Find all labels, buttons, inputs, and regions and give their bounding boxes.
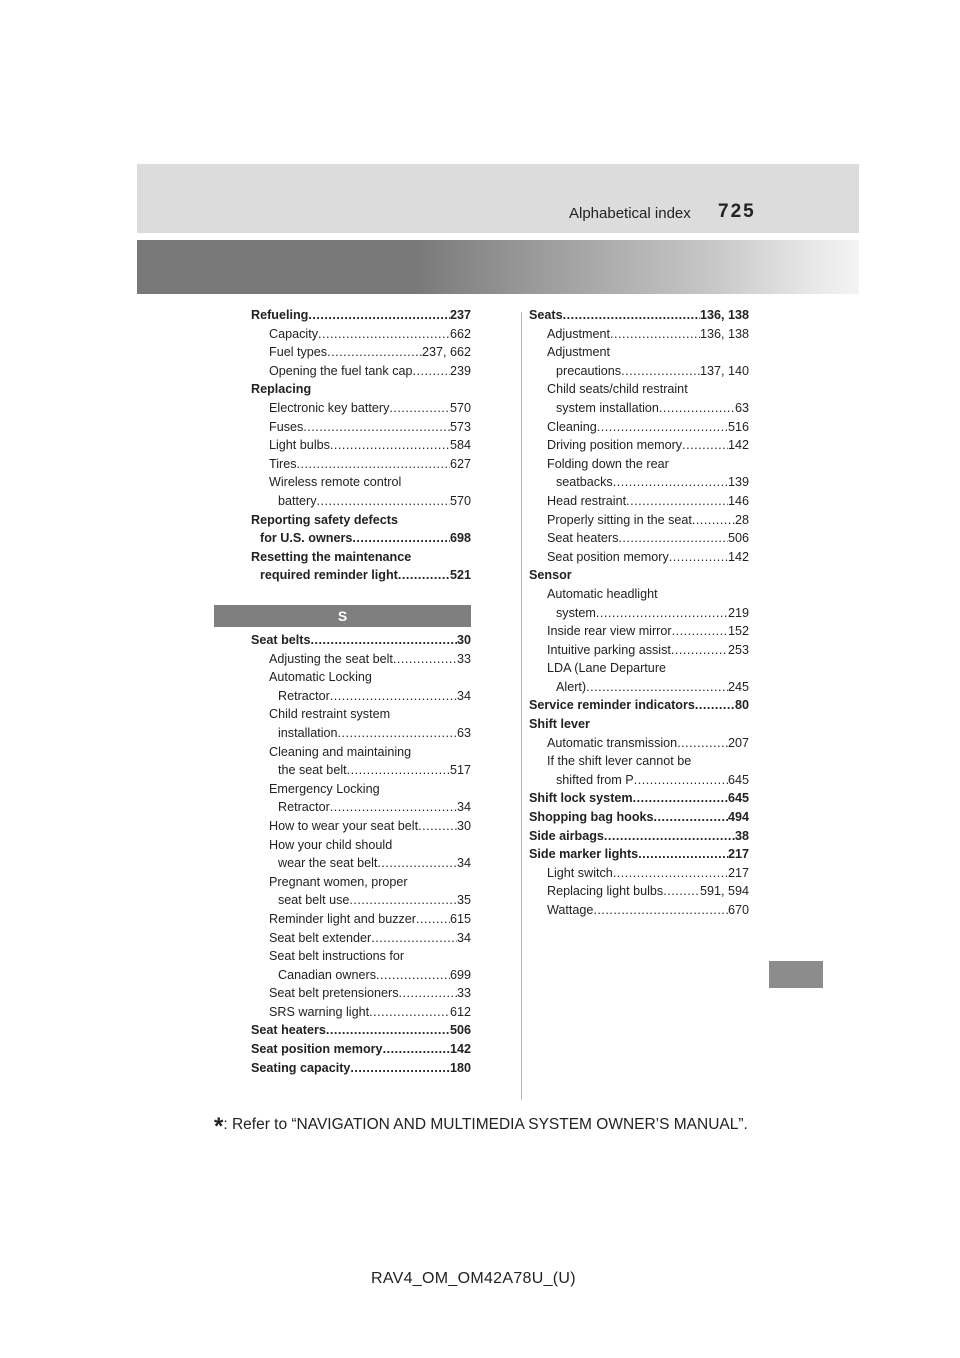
index-term: Sensor (529, 568, 572, 583)
index-entry (251, 1040, 471, 1059)
page-reference: 645 (727, 772, 749, 787)
index-entry (251, 418, 471, 437)
index-term: Shift lock system (529, 791, 633, 806)
index-entry (251, 761, 471, 780)
footnote-marker: * (214, 1113, 224, 1140)
index-entry (251, 984, 471, 1003)
page-reference: 142 (727, 549, 749, 564)
index-entry (529, 492, 749, 511)
index-entry (529, 845, 749, 864)
dot-leader (352, 529, 450, 548)
index-term: battery (278, 493, 317, 508)
index-entry (251, 325, 471, 344)
page-reference: 239 (449, 363, 471, 378)
page-reference: 573 (449, 419, 471, 434)
page-reference: 506 (727, 531, 749, 546)
index-entry (251, 798, 471, 817)
dot-leader (398, 566, 450, 585)
index-term: system (556, 605, 596, 620)
index-heading (529, 585, 749, 604)
index-entry (251, 343, 471, 362)
index-term: Shopping bag hooks (529, 810, 654, 825)
dot-leader (371, 929, 457, 948)
index-term: Reporting safety defects (251, 512, 398, 527)
dot-leader (597, 418, 728, 437)
footnote (214, 1113, 748, 1141)
index-heading (251, 873, 471, 892)
page-reference: 219 (727, 605, 749, 620)
dot-leader (634, 771, 728, 790)
index-entry (251, 966, 471, 985)
index-entry (529, 436, 749, 455)
page-reference: 34 (456, 688, 471, 703)
dot-leader (618, 529, 728, 548)
index-entry (529, 473, 749, 492)
index-entry (529, 771, 749, 790)
index-term: Light switch (547, 865, 613, 880)
index-column-right (529, 306, 749, 920)
dot-leader (308, 306, 450, 325)
index-entry (251, 817, 471, 836)
index-entry (529, 511, 749, 530)
dot-leader (330, 798, 457, 817)
page-reference: 33 (456, 651, 471, 666)
dot-leader (626, 492, 728, 511)
dot-leader (383, 1040, 450, 1059)
dot-leader (621, 362, 700, 381)
dot-leader (671, 641, 728, 660)
index-entry (529, 622, 749, 641)
dot-leader (338, 724, 457, 743)
page-reference: 137, 140 (699, 363, 749, 378)
page-reference: 253 (727, 642, 749, 657)
page-reference: 38 (734, 828, 749, 843)
index-entry (529, 734, 749, 753)
index-heading (529, 752, 749, 771)
page-reference: 245 (727, 679, 749, 694)
dot-leader (659, 399, 735, 418)
index-term: Canadian owners (278, 967, 377, 982)
page-reference: 217 (727, 847, 749, 862)
dot-leader (303, 418, 450, 437)
dot-leader (418, 817, 457, 836)
index-term: Adjusting the seat belt (269, 651, 393, 666)
index-term: Fuel types (269, 345, 328, 360)
index-term: Side airbags (529, 828, 604, 843)
dot-leader (563, 306, 700, 325)
dot-leader (669, 548, 728, 567)
index-term: Cleaning (547, 419, 597, 434)
index-entry (529, 548, 749, 567)
index-term: Capacity (269, 326, 318, 341)
index-term: shifted from P (556, 772, 634, 787)
page-reference: 139 (727, 475, 749, 490)
page-reference: 35 (456, 893, 471, 908)
index-entry (529, 678, 749, 697)
index-heading (251, 705, 471, 724)
index-heading (251, 836, 471, 855)
page-reference: 670 (727, 903, 749, 917)
index-entry (529, 789, 749, 808)
dot-leader (327, 343, 422, 362)
index-term: Wattage (547, 903, 594, 917)
index-term: Service reminder indicators (529, 698, 695, 713)
index-entry (529, 399, 749, 418)
index-heading (529, 659, 749, 678)
dot-leader (663, 882, 700, 901)
index-term: Seat position memory (547, 549, 669, 564)
page-reference: 699 (449, 967, 471, 982)
index-entry (251, 399, 471, 418)
page-reference: 63 (456, 725, 471, 740)
dot-leader (347, 761, 450, 780)
dot-leader (399, 984, 457, 1003)
page-reference: 237, 662 (421, 345, 471, 360)
index-term: Retractor (278, 688, 330, 703)
dot-leader (317, 492, 450, 511)
page-reference: 591, 594 (699, 884, 749, 899)
index-entry (251, 1003, 471, 1022)
index-heading (251, 380, 471, 399)
index-entry (529, 696, 749, 715)
page-reference: 33 (456, 986, 471, 1001)
page-reference: 80 (734, 698, 749, 713)
index-term: Seating capacity (251, 1060, 351, 1075)
index-entry (251, 724, 471, 743)
index-term: system installation (556, 400, 659, 415)
index-term: Replacing light bulbs (547, 884, 664, 899)
index-entry (251, 891, 471, 910)
index-heading (251, 511, 471, 530)
dot-leader (326, 1021, 450, 1040)
dot-leader (677, 734, 728, 753)
index-entry (529, 827, 749, 846)
index-term: Seat heaters (251, 1023, 326, 1038)
header-gradient-band (137, 240, 859, 294)
index-term: Child seats/child restraint (547, 382, 688, 397)
index-entry (529, 362, 749, 381)
dot-leader (692, 511, 735, 530)
index-heading (529, 715, 749, 734)
index-term: Reminder light and buzzer (269, 911, 417, 926)
page-reference: 615 (449, 911, 471, 926)
index-term: Tires (269, 456, 297, 471)
index-term: Wireless remote control (269, 475, 402, 490)
manual-code: RAV4_OM_OM42A78U_(U) (371, 1270, 576, 1287)
index-term: Seat position memory (251, 1042, 383, 1057)
index-term: Seat heaters (547, 531, 619, 546)
index-term: Properly sitting in the seat (547, 512, 692, 527)
index-entry (251, 529, 471, 548)
index-term: Intuitive parking assist (547, 642, 671, 657)
dot-leader (297, 455, 450, 474)
index-heading (251, 548, 471, 567)
index-term: installation (278, 725, 338, 740)
dot-leader (416, 910, 450, 929)
index-term: Automatic headlight (547, 586, 658, 601)
page-reference: 237 (449, 308, 471, 322)
index-entry (251, 1021, 471, 1040)
dot-leader (604, 827, 735, 846)
index-entry (529, 641, 749, 660)
page-reference: 63 (734, 400, 749, 415)
side-index-tab (769, 961, 823, 988)
index-entry (529, 418, 749, 437)
index-term: How your child should (269, 837, 393, 852)
index-term: precautions (556, 363, 622, 378)
page-reference: 152 (727, 624, 749, 639)
page-reference: 570 (449, 493, 471, 508)
index-entry (529, 604, 749, 623)
dot-leader (596, 604, 728, 623)
page-reference: 698 (449, 531, 471, 546)
index-heading (251, 668, 471, 687)
index-term: Seat belt extender (269, 930, 372, 945)
page-reference: 136, 138 (699, 326, 749, 341)
index-entry (529, 529, 749, 548)
index-term: If the shift lever cannot be (547, 754, 692, 769)
dot-leader (672, 622, 728, 641)
page-reference: 34 (456, 800, 471, 815)
index-term: Automatic Locking (269, 670, 372, 685)
index-entry (251, 492, 471, 511)
index-term: Seats (529, 308, 563, 322)
header-section-title: Alphabetical index (569, 205, 691, 222)
index-term: Adjustment (547, 345, 610, 360)
index-term: Retractor (278, 800, 330, 815)
index-entry (251, 929, 471, 948)
page-reference: 506 (449, 1023, 471, 1038)
index-entry (251, 436, 471, 455)
page-reference: 516 (727, 419, 749, 434)
index-term: Child restraint system (269, 707, 391, 722)
dot-leader (413, 362, 450, 381)
index-term: Automatic transmission (547, 735, 678, 750)
dot-leader (610, 325, 700, 344)
index-term: Refueling (251, 308, 309, 322)
index-term: Seat belts (251, 633, 311, 647)
page-reference: 142 (727, 438, 749, 453)
index-term: Side marker lights (529, 847, 639, 862)
index-entry (529, 808, 749, 827)
footnote-text: : Refer to “NAVIGATION AND MULTIMEDIA SYSTEM OWNER’S MANUAL”. (223, 1116, 748, 1133)
page-reference: 494 (727, 810, 749, 825)
index-term: Emergency Locking (269, 781, 380, 796)
page-reference: 662 (449, 326, 471, 341)
page-reference: 180 (449, 1060, 471, 1075)
page-reference: 30 (456, 633, 471, 647)
index-term: for U.S. owners (260, 531, 353, 546)
page-reference: 217 (727, 865, 749, 880)
index-term: Fuses (269, 419, 304, 434)
index-term: Adjustment (547, 326, 610, 341)
index-entry (251, 1059, 471, 1078)
page-reference: 207 (727, 735, 749, 750)
index-entry (251, 631, 471, 650)
section-letter-bar: S (214, 605, 471, 627)
dot-leader (586, 678, 728, 697)
index-heading (529, 343, 749, 362)
index-heading (251, 743, 471, 762)
page-reference: 521 (449, 568, 471, 583)
index-term: Pregnant women, proper (269, 874, 408, 889)
index-heading (251, 473, 471, 492)
index-entry (529, 864, 749, 883)
index-heading (529, 455, 749, 474)
index-heading (251, 947, 471, 966)
index-entry (529, 306, 749, 325)
dot-leader (638, 845, 728, 864)
index-heading (251, 780, 471, 799)
index-term: Opening the fuel tank cap (269, 363, 413, 378)
dot-leader (350, 1059, 450, 1078)
index-term: Driving position memory (547, 438, 683, 453)
index-term: Seat belt pretensioners (269, 986, 399, 1001)
page-reference: 612 (449, 1004, 471, 1019)
index-term: seatbacks (556, 475, 613, 490)
page-reference: 517 (449, 763, 471, 778)
index-term: SRS warning light (269, 1004, 370, 1019)
index-heading (529, 566, 749, 585)
dot-leader (330, 687, 457, 706)
index-term: Inside rear view mirror (547, 624, 672, 639)
index-entry (251, 910, 471, 929)
page-reference: 34 (456, 930, 471, 945)
dot-leader (654, 808, 728, 827)
dot-leader (369, 1003, 450, 1022)
index-column-left-s (251, 631, 471, 1077)
index-term: Replacing (251, 382, 312, 397)
dot-leader (593, 901, 728, 920)
dot-leader (377, 854, 457, 873)
page-reference: 645 (727, 791, 749, 806)
page-reference: 136, 138 (699, 308, 749, 322)
index-term: wear the seat belt (278, 856, 378, 871)
index-term: Alert) (556, 679, 587, 694)
dot-leader (613, 473, 728, 492)
page-number: 725 (718, 201, 756, 222)
index-term: Seat belt instructions for (269, 949, 405, 964)
index-term: How to wear your seat belt (269, 818, 419, 833)
index-heading (529, 380, 749, 399)
page-reference: 570 (449, 400, 471, 415)
index-entry (251, 306, 471, 325)
page-reference: 28 (734, 512, 749, 527)
index-entry (251, 650, 471, 669)
dot-leader (330, 436, 450, 455)
page-reference: 627 (449, 456, 471, 471)
page-reference: 30 (456, 818, 471, 833)
dot-leader (318, 325, 450, 344)
index-entry (529, 325, 749, 344)
index-term: Head restraint (547, 493, 627, 508)
dot-leader (349, 891, 457, 910)
index-entry (529, 882, 749, 901)
dot-leader (393, 650, 457, 669)
page-reference: 34 (456, 856, 471, 871)
index-term: required reminder light (260, 568, 398, 583)
index-term: the seat belt (278, 763, 347, 778)
index-term: seat belt use (278, 893, 350, 908)
index-entry (251, 455, 471, 474)
index-entry (251, 566, 471, 585)
index-entry (251, 854, 471, 873)
index-term: Resetting the maintenance (251, 549, 412, 564)
index-entry (251, 362, 471, 381)
index-term: Shift lever (529, 717, 590, 732)
index-term: Cleaning and maintaining (269, 744, 412, 759)
dot-leader (376, 966, 450, 985)
dot-leader (695, 696, 735, 715)
dot-leader (633, 789, 728, 808)
dot-leader (389, 399, 450, 418)
dot-leader (682, 436, 728, 455)
column-divider (521, 312, 522, 1100)
index-column-left (251, 306, 471, 585)
page-reference: 142 (449, 1042, 471, 1057)
index-term: Light bulbs (269, 438, 330, 453)
page-reference: 146 (727, 493, 749, 508)
index-term: LDA (Lane Departure (547, 661, 667, 676)
page-reference: 584 (449, 438, 471, 453)
index-entry (529, 901, 749, 920)
dot-leader (311, 631, 457, 650)
index-term: Electronic key battery (269, 400, 390, 415)
index-entry (251, 687, 471, 706)
index-term: Folding down the rear (547, 456, 669, 471)
dot-leader (613, 864, 728, 883)
